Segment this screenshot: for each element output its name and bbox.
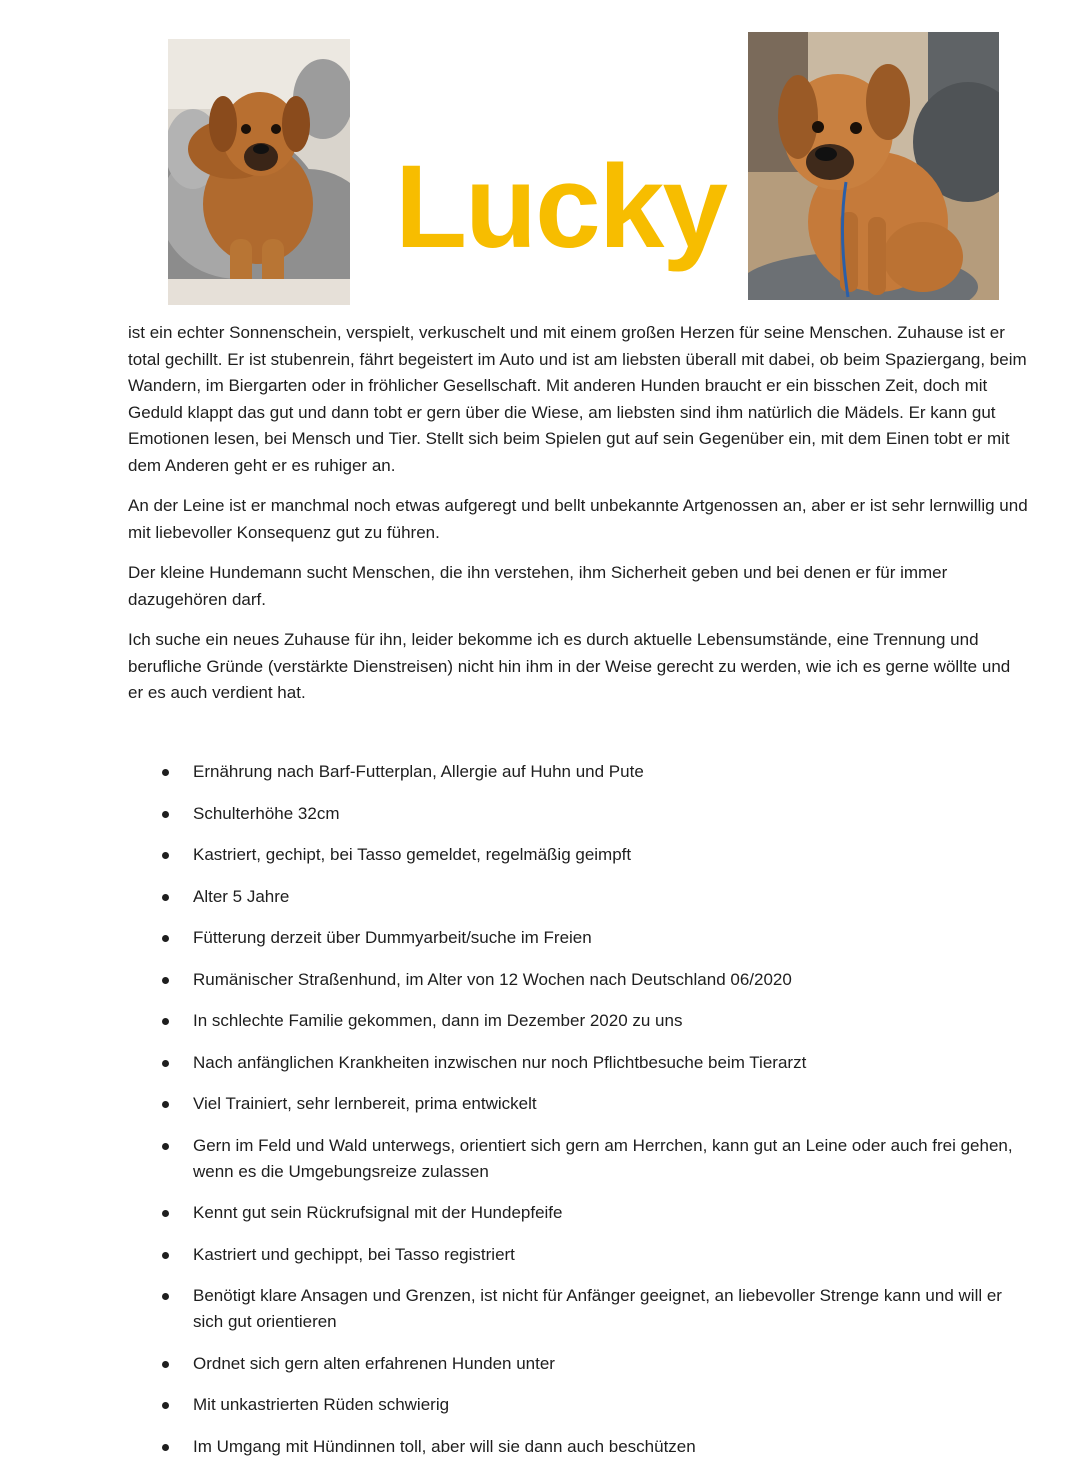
list-item-text: Nach anfänglichen Krankheiten inzwischen nur noch Pflichtbesuche beim Tierarzt [193,1052,807,1072]
list-item-text: Kastriert und gechippt, bei Tasso registriert [193,1244,515,1264]
list-item [128,1283,1028,1335]
bullet-icon [162,1210,169,1217]
list-item-text: Ernährung nach Barf-Futterplan, Allergie auf Huhn und Pute [193,762,644,781]
page-title: Lucky [394,141,727,273]
bullet-icon [162,1402,169,1409]
list-item [128,1392,1028,1418]
list-item [128,759,1028,785]
bullet-icon [162,1060,169,1067]
description [128,320,1028,721]
list-item [128,1434,1028,1460]
list-item-text: Viel Trainiert, sehr lernbereit, prima entwickelt [193,1094,537,1113]
list-item [128,1351,1028,1377]
bullet-icon [162,1101,169,1108]
bullet-icon [162,1293,169,1300]
list-item [128,884,1028,910]
bullet-icon [162,769,169,776]
feature-list [128,759,1028,1475]
bullet-icon [162,811,169,818]
description-paragraph: Ich suche ein neues Zuhause für ihn, leider bekomme ich es durch aktuelle Lebensumstände, eine Trennung und berufliche Gründe (verstärkte Dienstreisen) nicht hin ihm in der Weise gerecht zu werden, wie ich es gerne wöllte und er es auch verdient hat. [128,630,1011,702]
list-item [128,1091,1028,1117]
list-item-text: Gern im Feld und Wald unterwegs, orientiert sich gern am Herrchen, kann gut an Leine oder auch frei gehen, wenn es die Umgebungsreize zulassen [193,1135,1013,1181]
bullet-icon [162,1444,169,1451]
bullet-icon [162,1018,169,1025]
bullet-icon [162,1361,169,1368]
bullet-icon [162,977,169,984]
list-item [128,842,1028,868]
dog-photo-right [748,32,999,300]
bullet-icon [162,894,169,901]
bullet-icon [162,852,169,859]
list-item-text: Rumänischer Straßenhund, im Alter von 12 Wochen nach Deutschland 06/2020 [193,969,792,989]
dog-photo-left [168,39,350,305]
list-item [128,1200,1028,1226]
bullet-icon [162,1252,169,1259]
list-item-text: Kennt gut sein Rückrufsignal mit der Hundepfeife [193,1203,563,1222]
list-item [128,1008,1028,1034]
list-item-text: Kastriert, gechipt, bei Tasso gemeldet, regelmäßig geimpft [193,845,632,864]
list-item-text: Fütterung derzeit über Dummyarbeit/suche im Freien [193,928,592,947]
list-item-text: Im Umgang mit Hündinnen toll, aber will sie dann auch beschützen [193,1436,696,1456]
bullet-icon [162,1143,169,1150]
description-paragraph: Der kleine Hundemann sucht Menschen, die ihn verstehen, ihm Sicherheit geben und bei denen er für immer dazugehören darf. [128,563,948,609]
dog-lying-photo [168,39,350,305]
list-item-text: Mit unkastrierten Rüden schwierig [193,1395,450,1414]
list-item-text: Schulterhöhe 32cm [193,803,340,823]
list-item [128,1133,1028,1185]
list-item-text: Alter 5 Jahre [193,886,290,906]
bullet-icon [162,935,169,942]
list-item [128,925,1028,951]
dog-sitting-photo [748,32,999,300]
description-paragraph: An der Leine ist er manchmal noch etwas aufgeregt und bellt unbekannte Artgenossen an, aber er ist sehr lernwillig und mit liebevoller Konsequenz gut zu führen. [128,496,1028,542]
list-item-text: Benötigt klare Ansagen und Grenzen, ist nicht für Anfänger geeignet, an liebevoller Strenge kann und will er sich gut orientieren [193,1286,1002,1331]
list-item [128,967,1028,993]
description-paragraph: ist ein echter Sonnenschein, verspielt, verkuschelt und mit einem großen Herzen für seine Menschen. Zuhause ist er total gechillt. Er ist stubenrein, fährt begeistert im Auto und ist am liebsten überall mit dabei, ob beim Spaziergang, beim Wandern, im Biergarten oder in fröhlicher Gesellschaft. Mit anderen Hunden braucht er ein bisschen Zeit, doch mit Geduld klappt das gut und dann tobt er gern über die Wiese, am liebsten sind ihm natürlich die Mädels. Er kann gut Emotionen lesen, bei Mensch und Tier. Stellt sich beim Spielen gut auf sein Gegenüber ein, mit dem Einen tobt er mit dem Anderen geht er es ruhiger an. [128,323,1027,475]
list-item-text: Ordnet sich gern alten erfahrenen Hunden unter [193,1353,555,1373]
list-item-text: In schlechte Familie gekommen, dann im Dezember 2020 zu uns [193,1011,683,1030]
list-item [128,1242,1028,1268]
list-item [128,1050,1028,1076]
list-item [128,801,1028,827]
